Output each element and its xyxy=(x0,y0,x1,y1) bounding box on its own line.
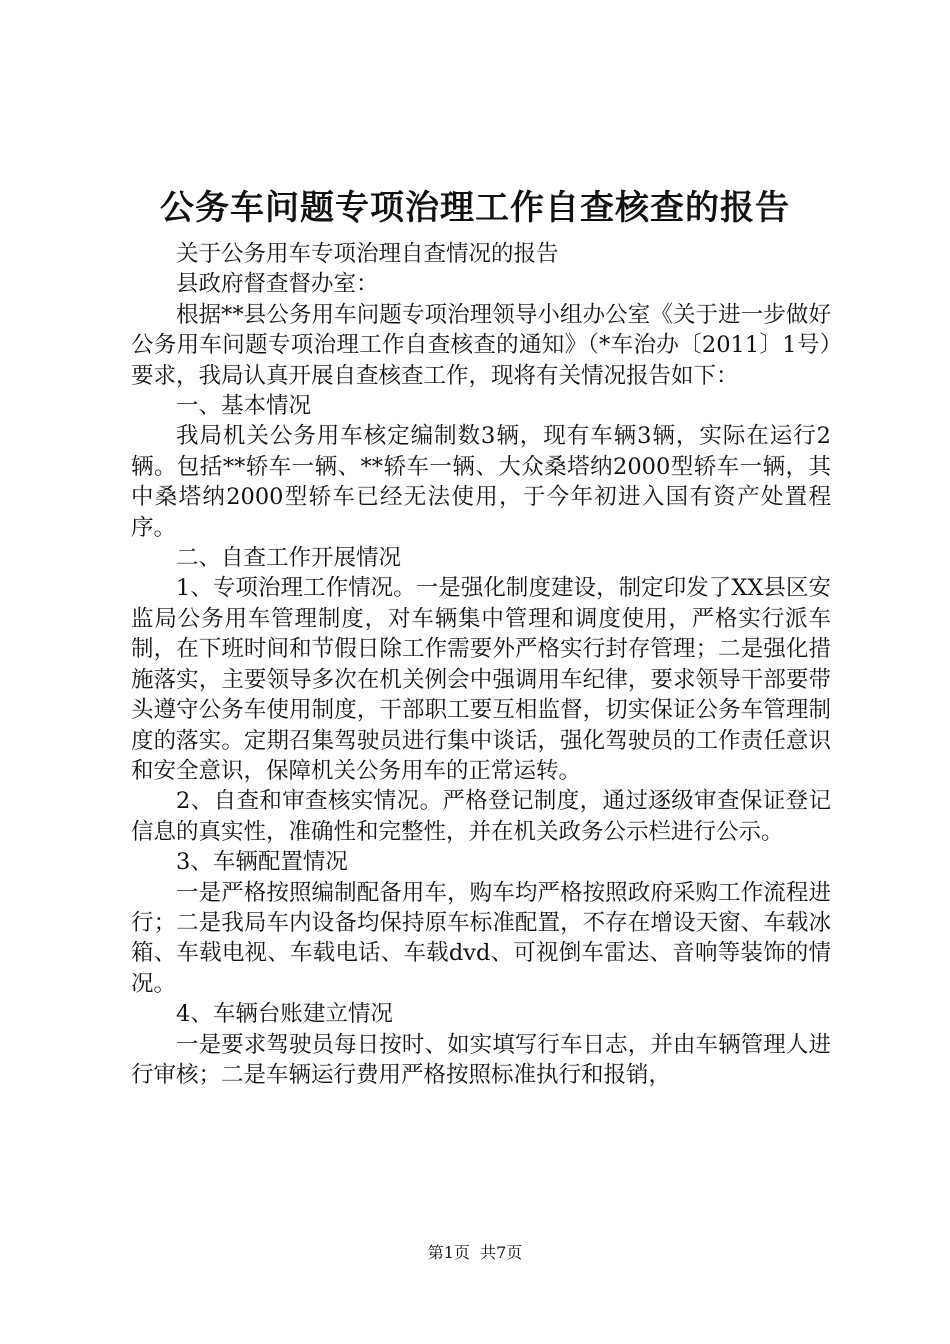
recipient-line: 县政府督查督办室： xyxy=(176,271,379,298)
subheading-ledger: 4、车辆台账建立情况 xyxy=(176,1001,393,1028)
document-title: 公务车问题专项治理工作自查核查的报告 xyxy=(160,188,790,228)
page-total: 共7页 xyxy=(480,1243,523,1262)
section-heading-basic: 一、基本情况 xyxy=(176,393,312,420)
page-footer xyxy=(0,1242,950,1264)
intro-paragraph: 根据**县公务用车问题专项治理领导小组办公室《关于进一步做好公务用车问题专项治理工作自查核查的通知》（*车治办〔2011〕1号）要求，我局认真开展自查核查工作，现将有关情况报告如下： xyxy=(131,301,831,389)
verification-paragraph: 2、自查和审查核实情况。严格登记制度，通过逐级审查保证登记信息的真实性，准确性和完整性，并在机关政务公示栏进行公示。 xyxy=(131,788,831,845)
document-body xyxy=(131,239,831,1090)
section-heading-self-check: 二、自查工作开展情况 xyxy=(176,545,402,572)
subheading-vehicle-config: 3、车辆配置情况 xyxy=(176,849,348,876)
page-number: 第1页 xyxy=(427,1243,470,1262)
governance-paragraph: 1、专项治理工作情况。一是强化制度建设，制定印发了XX县区安监局公务用车管理制度，对车辆集中管理和调度使用，严格实行派车制，在下班时间和节假日除工作需要外严格实行封存管理；二是强化措施落实，主要领导多次在机关例会中强调用车纪律，要求领导干部要带头遵守公务车使用制度，干部职工要互相监督，切实保证公务车管理制度的落实。定期召集驾驶员进行集中谈话，强化驾驶员的工作责任意识和安全意识，保障机关公务用车的正常运转。 xyxy=(131,575,831,784)
vehicle-config-paragraph: 一是严格按照编制配备用车，购车均严格按照政府采购工作流程进行；二是我局车内设备均保持原车标准配置，不存在增设天窗、车载冰箱、车载电视、车载电话、车载dvd、可视倒车雷达、音响等装饰的情况。 xyxy=(131,879,831,997)
basic-situation-paragraph: 我局机关公务用车核定编制数3辆，现有车辆3辆，实际在运行2辆。包括**轿车一辆、**轿车一辆、大众桑塔纳2000型轿车一辆，其中桑塔纳2000型轿车已经无法使用，于今年初进入国有资产处置程序。 xyxy=(131,423,831,541)
report-subtitle: 关于公务用车专项治理自查情况的报告 xyxy=(176,241,559,267)
ledger-paragraph: 一是要求驾驶员每日按时、如实填写行车日志，并由车辆管理人进行审核；二是车辆运行费用严格按照标准执行和报销， xyxy=(131,1031,831,1088)
